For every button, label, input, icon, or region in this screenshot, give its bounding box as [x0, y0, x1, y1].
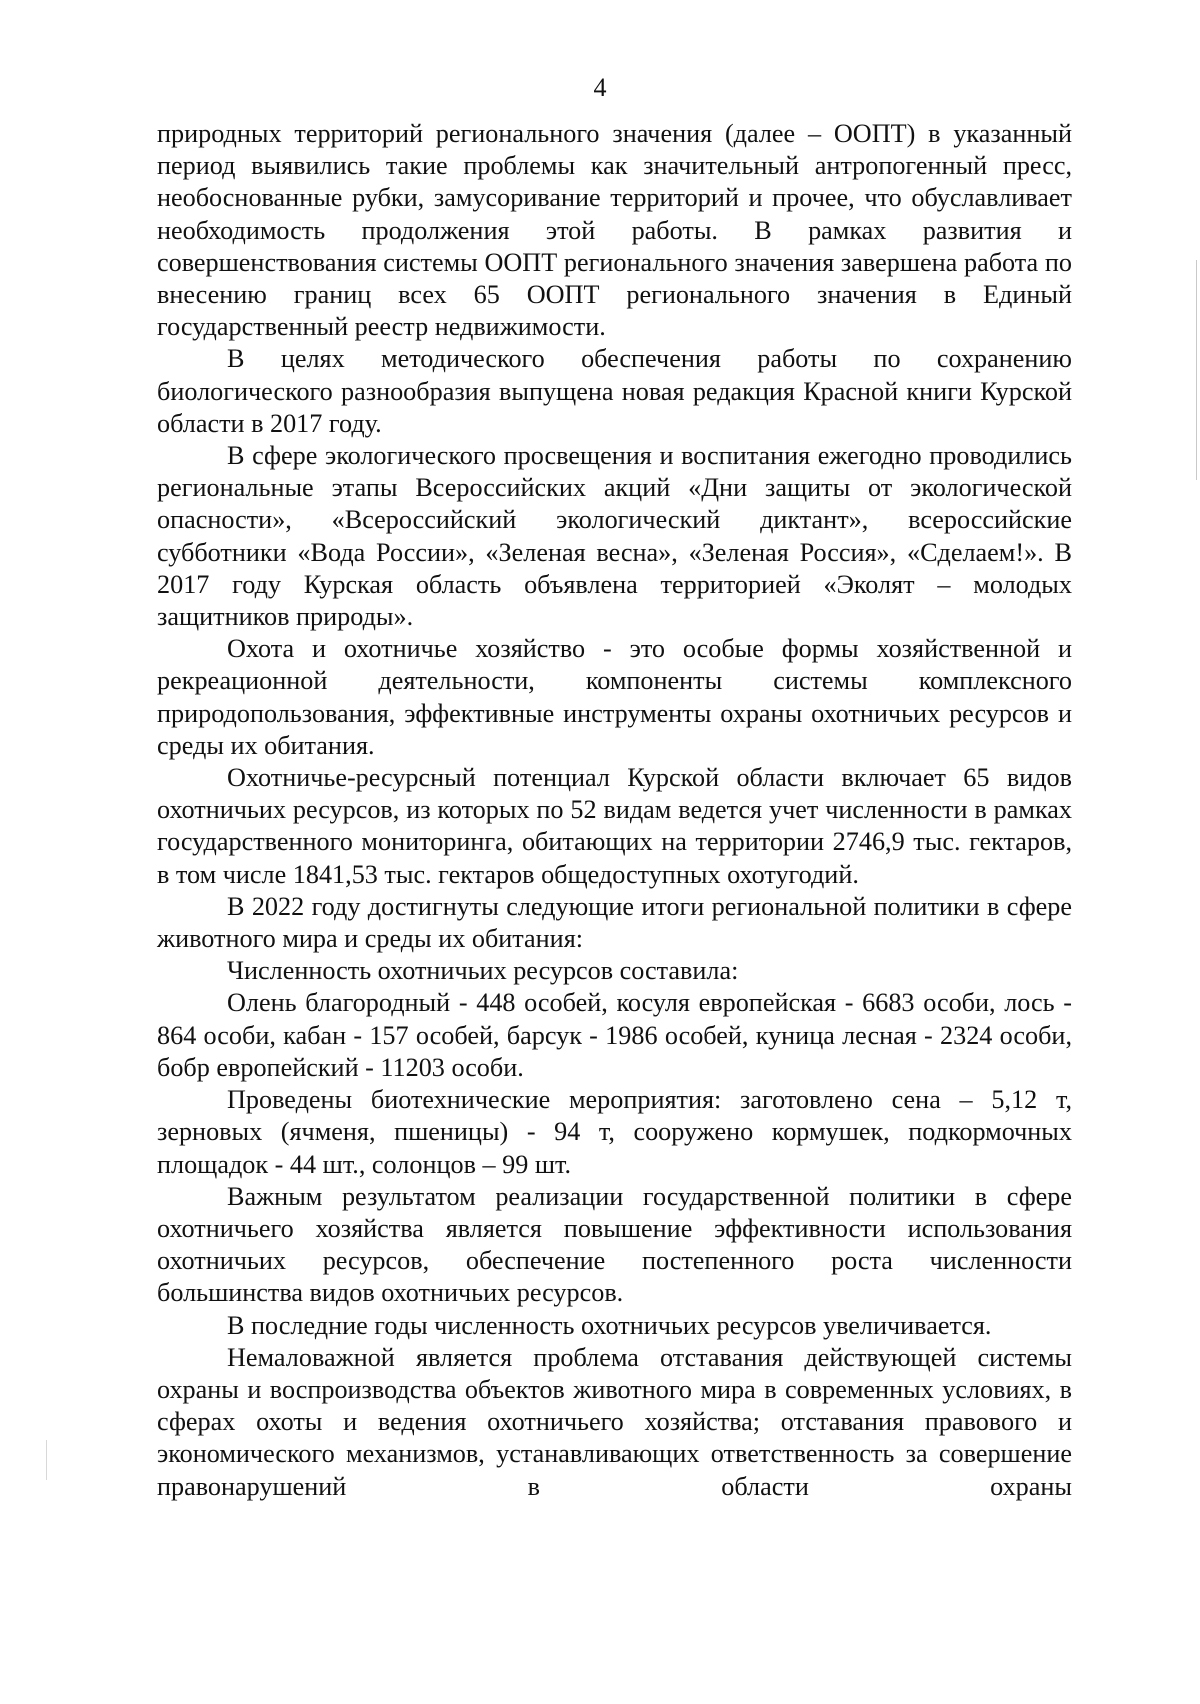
paragraph: Численность охотничьих ресурсов составила:	[227, 956, 739, 986]
paragraph: В последние годы численность охотничьих ресурсов увеличивается.	[227, 1310, 992, 1340]
page-number: 4	[593, 73, 607, 102]
paragraph: В целях методического обеспечения работы по сохранению биологического разнообразия выпущена новая редакция Красной книги Курской области в 2017 году.	[157, 344, 1072, 438]
paragraph: Охота и охотничье хозяйство - это особые формы хозяйственной и рекреационной деятельности, компоненты системы комплексного природопользования, эффективные инструменты охраны охотничьих ресурсов и среды их обитания.	[157, 634, 1072, 760]
scan-edge-mark	[46, 1440, 47, 1480]
paragraph: Проведены биотехнические мероприятия: заготовлено сена – 5,12 т, зерновых (ячменя, пшеницы) - 94 т, сооружено кормушек, подкормочных площадок - 44 шт., солонцов – 99 шт.	[157, 1085, 1072, 1179]
paragraph: Олень благородный - 448 особей, косуля европейская - 6683 особи, лось - 864 особи, кабан - 157 особей, барсук - 1986 особей, куница лесная - 2324 особи, бобр европейский - 11203 особи.	[157, 988, 1072, 1082]
paragraph: Важным результатом реализации государственной политики в сфере охотничьего хозяйства является повышение эффективности использования охотничьих ресурсов, обеспечение постепенного роста численности большинства видов охотничьих ресурсов.	[157, 1181, 1072, 1308]
document-body	[157, 118, 1072, 1503]
paragraph: природных территорий регионального значения (далее – ООПТ) в указанный период выявились такие проблемы как значительный антропогенный пресс, необоснованные рубки, замусоривание территорий и прочее, что обуславливает необходимость продолжения этой работы. В рамках развития и совершенствования системы ООПТ регионального значения завершена работа по внесению границ всех 65 ООПТ регионального значения в Единый государственный реестр недвижимости.	[157, 119, 1072, 342]
paragraph: Немаловажной является проблема отставания действующей системы охраны и воспроизводства объектов животного мира в современных условиях, в сферах охоты и ведения охотничьего хозяйства; отставания правового и экономического механизмов, устанавливающих ответственность за совершение правонарушений в области охраны	[157, 1342, 1072, 1501]
paragraph: Охотничье-ресурсный потенциал Курской области включает 65 видов охотничьих ресурсов, из которых по 52 видам ведется учет численности в рамках государственного мониторинга, обитающих на территории 2746,9 тыс. гектаров, в том числе 1841,53 тыс. гектаров общедоступных охотугодий.	[157, 763, 1072, 889]
paragraph: В 2022 году достигнуты следующие итоги региональной политики в сфере животного мира и среды их обитания:	[157, 891, 1072, 954]
scan-edge-mark	[1196, 260, 1197, 480]
paragraph: В сфере экологического просвещения и воспитания ежегодно проводились региональные этапы Всероссийских акций «Дни защиты от экологической опасности», «Всероссийский экологический диктант», всероссийские субботники «Вода России», «Зеленая весна», «Зеленая Россия», «Сделаем!». В 2017 году Курская область объявлена территорией «Эколят – молодых защитников природы».	[157, 441, 1072, 632]
